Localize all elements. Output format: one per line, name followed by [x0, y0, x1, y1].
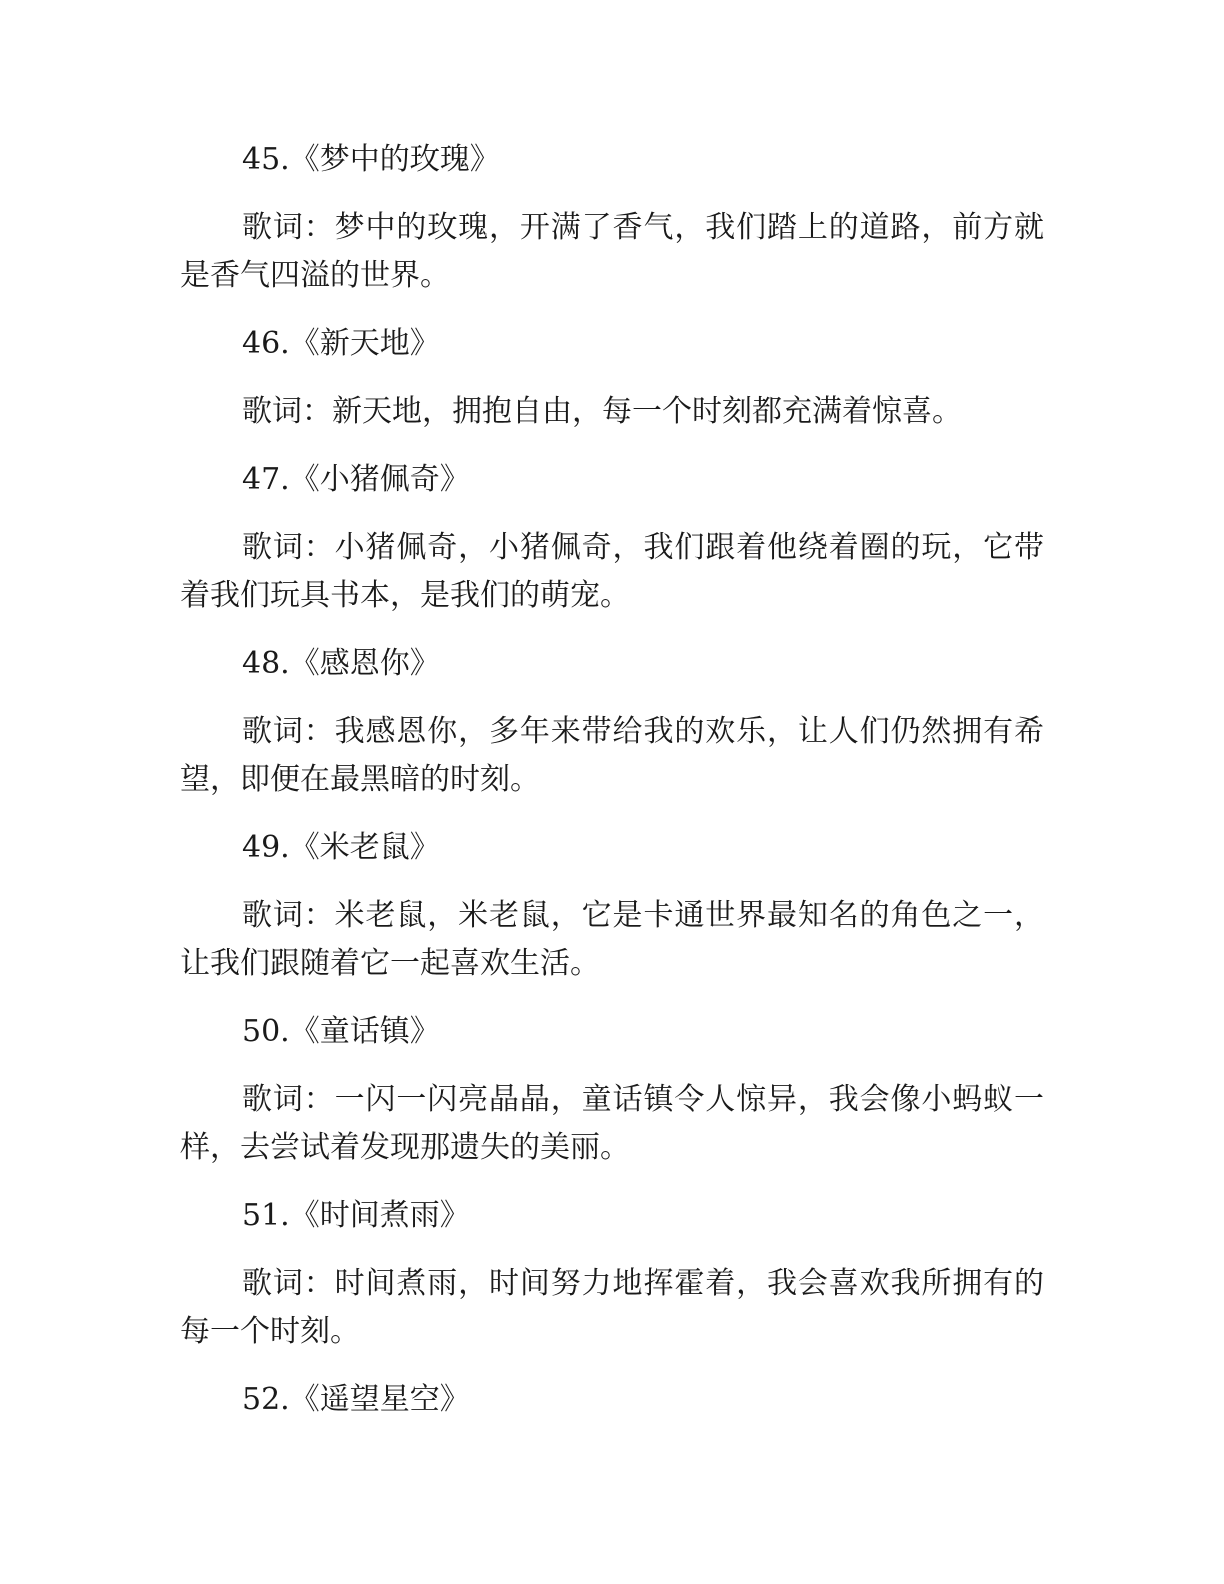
song-title: 50.《童话镇》: [242, 1014, 440, 1049]
song-title: 49.《米老鼠》: [242, 830, 440, 865]
song-lyric: 歌词：米老鼠，米老鼠，它是卡通世界最知名的角色之一，让我们跟随着它一起喜欢生活。: [180, 898, 1044, 981]
song-lyric: 歌词：一闪一闪亮晶晶，童话镇令人惊异，我会像小蚂蚁一样，去尝试着发现那遗失的美丽。: [180, 1082, 1044, 1165]
song-title: 52.《遥望星空》: [242, 1382, 470, 1417]
song-lyric: 歌词：我感恩你，多年来带给我的欢乐，让人们仍然拥有希望，即便在最黑暗的时刻。: [180, 714, 1044, 797]
song-title: 48.《感恩你》: [242, 646, 440, 681]
song-lyric: 歌词：梦中的玫瑰，开满了香气，我们踏上的道路，前方就是香气四溢的世界。: [180, 210, 1044, 293]
document-page: [180, 136, 1044, 1444]
song-lyric: 歌词：新天地，拥抱自由，每一个时刻都充满着惊喜。: [242, 394, 962, 429]
song-title: 51.《时间煮雨》: [242, 1198, 470, 1233]
song-title: 46.《新天地》: [242, 326, 440, 361]
song-lyric: 歌词：时间煮雨，时间努力地挥霍着，我会喜欢我所拥有的每一个时刻。: [180, 1266, 1044, 1349]
song-title: 45.《梦中的玫瑰》: [242, 142, 500, 177]
song-title: 47.《小猪佩奇》: [242, 462, 470, 497]
song-lyric: 歌词：小猪佩奇，小猪佩奇，我们跟着他绕着圈的玩，它带着我们玩具书本，是我们的萌宠。: [180, 530, 1044, 613]
